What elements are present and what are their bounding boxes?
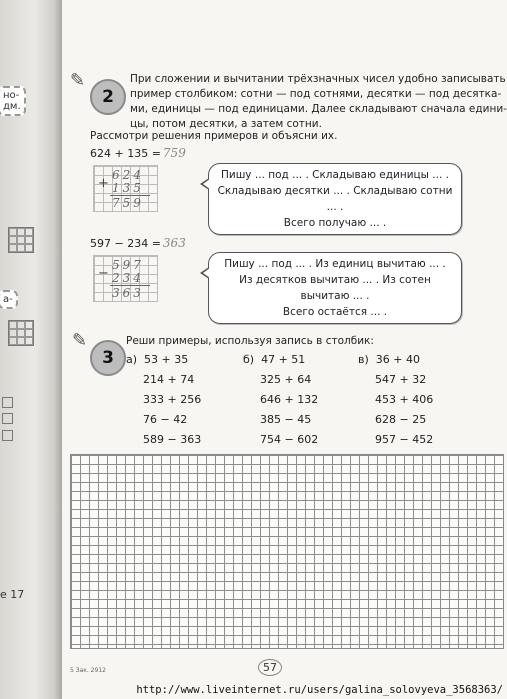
print-code: 5 Зак. 2912	[70, 667, 106, 674]
example-1-row-1: 624	[112, 168, 144, 182]
example-1-operator: +	[98, 176, 109, 191]
example-1-expression	[90, 146, 186, 160]
column-a-item: 333 + 256	[143, 393, 202, 406]
column-c-item: 957 − 452	[375, 433, 434, 446]
example-1-row-3: 759	[112, 196, 144, 210]
left-bubble-1	[0, 86, 26, 116]
example-1-speech-bubble	[208, 163, 462, 235]
mouse-mascot-icon: ✎	[72, 330, 88, 351]
column-b-item: 385 − 45	[260, 413, 312, 426]
rule-line-2: пример столбиком: сотни — под сотнями, десятки — под десятка-	[130, 88, 502, 100]
column-b-item: 47 + 51	[261, 353, 306, 366]
bubble-2-line-1: Пишу ... под ... . Из единиц вычитаю ... .	[224, 258, 446, 270]
left-box-2	[2, 413, 13, 424]
left-grid-2	[8, 320, 34, 346]
example-1-expr-text: 624 + 135 =	[90, 147, 161, 160]
rule-line-4: цы, потом десятки, а затем сотни.	[130, 118, 322, 130]
column-c-item: 36 + 40	[375, 353, 420, 366]
column-a-item: 214 + 74	[143, 373, 195, 386]
example-2-column-calc	[93, 255, 158, 302]
column-c-label: в)	[358, 353, 369, 366]
left-bubble-1-line1: но-	[3, 90, 20, 101]
answer-grid[interactable]	[70, 454, 504, 649]
exercise-column-a	[126, 353, 201, 453]
lizard-mascot-icon: ✎	[70, 70, 86, 91]
example-2-expression	[90, 236, 186, 250]
left-page-number: e 17	[0, 588, 25, 601]
task-2-rule-text	[130, 72, 507, 132]
bubble-1-line-1: Пишу ... под ... . Складываю единицы ... .	[220, 169, 449, 181]
column-b-item: 754 − 602	[260, 433, 319, 446]
task-3-instruction: Реши примеры, используя запись в столбик:	[126, 335, 374, 347]
example-2-answer: 363	[162, 236, 186, 250]
left-bubble-2-text: а-	[3, 294, 13, 305]
task-2-instruction: Рассмотри решения примеров и объясни их.	[90, 130, 338, 142]
example-2-row-3: 363	[112, 286, 144, 300]
bubble-2-line-2: Из десятков вычитаю ... . Из сотен вычитаю ... .	[239, 274, 431, 302]
column-b-item: 646 + 132	[260, 393, 319, 406]
bubble-2-line-3: Всего остаётся ... .	[282, 306, 388, 318]
left-page-edge	[0, 0, 48, 699]
example-2-row-2: 234	[112, 271, 144, 285]
column-c-item: 547 + 32	[375, 373, 427, 386]
exercise-column-b	[243, 353, 318, 453]
page-number: 57	[258, 659, 282, 676]
example-2-expr-text: 597 − 234 =	[90, 237, 161, 250]
example-1-row-2: 135	[112, 181, 144, 195]
example-1-column-calc	[93, 165, 158, 212]
task-2-number-badge: 2	[90, 79, 126, 115]
example-2-operator: −	[98, 266, 109, 281]
column-a-item: 53 + 35	[144, 353, 189, 366]
task-3-number-badge: 3	[90, 340, 126, 376]
left-bubble-2	[0, 290, 18, 309]
column-a-label: а)	[126, 353, 138, 366]
source-url-watermark: http://www.liveinternet.ru/users/galina_solovyeva_3568363/	[136, 684, 503, 696]
example-2-speech-bubble	[208, 252, 462, 324]
column-a-item: 589 − 363	[143, 433, 202, 446]
rule-line-3: ми, единицы — под единицами. Далее складывают сначала едини-	[130, 103, 507, 115]
left-box-3	[2, 430, 13, 441]
column-c-item: 628 − 25	[375, 413, 427, 426]
bubble-1-line-2: Складываю десятки ... . Складываю сотни ... .	[217, 185, 453, 213]
column-b-item: 325 + 64	[260, 373, 312, 386]
column-c-item: 453 + 406	[375, 393, 434, 406]
rule-line-1: При сложении и вычитании трёхзначных чисел удобно записывать	[130, 73, 506, 85]
example-2-row-1: 597	[112, 258, 144, 272]
left-box-1	[2, 397, 13, 408]
bubble-1-line-3: Всего получаю ... .	[283, 217, 387, 229]
left-grid-1	[8, 227, 34, 253]
example-1-answer: 759	[162, 146, 186, 160]
exercise-column-c	[358, 353, 433, 453]
column-a-item: 76 − 42	[143, 413, 188, 426]
left-bubble-1-line2: дм.	[3, 101, 21, 112]
column-b-label: б)	[243, 353, 255, 366]
